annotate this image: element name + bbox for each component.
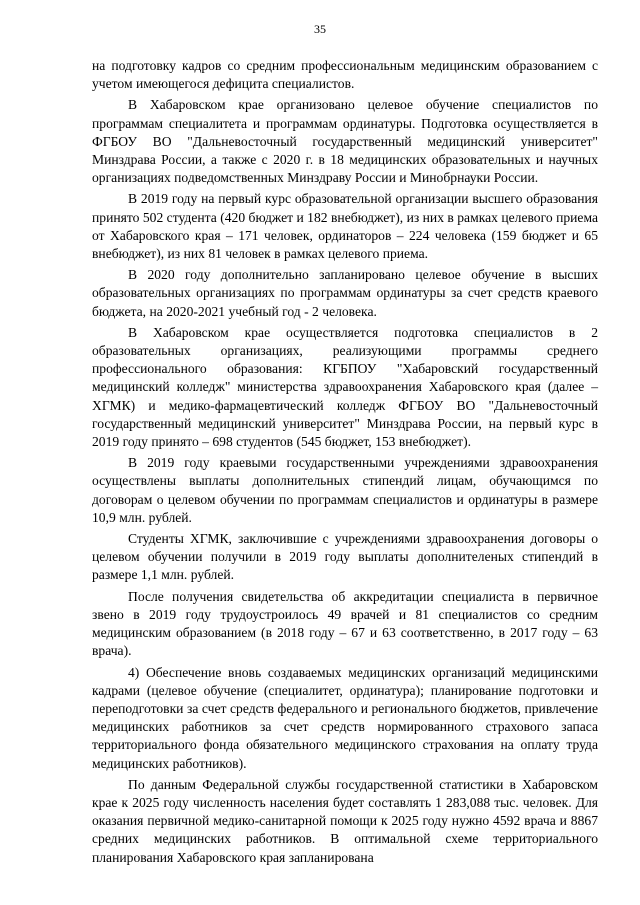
- paragraph: Студенты ХГМК, заключившие с учреждениями здравоохранения договоры о целевом обучении получили в 2019 году выплаты дополнителеных стипендий в размере 1,1 млн. рублей.: [92, 531, 598, 583]
- paragraph: В Хабаровском крае организовано целевое обучение специалистов по программам специалитета и программам ординатуры. Подготовка осуществляется в ФГБОУ ВО "Дальневосточный государственный медицинский университет" Минздрава России, а также с 2020 г. в 18 медицинских образовательных и научных организациях подведомственных Минздраву России и Минобрнауки России.: [92, 97, 598, 186]
- page-number: 35: [314, 22, 326, 36]
- body-text: [92, 57, 598, 870]
- paragraph: В 2019 году краевыми государственными учреждениями здравоохранения осуществлены выплаты дополнительных стипендий лицам, обучающимся по договорам о целевом обучении по программам специалистов и ординатуры в размере 10,9 млн. рублей.: [92, 455, 598, 525]
- paragraph: В 2020 году дополнительно запланировано целевое обучение в высших образовательных организациях по программам ординатуры за счет средств краевого бюджета, на 2020-2021 учебный год - 2 человека.: [92, 267, 598, 319]
- paragraph: 4) Обеспечение вновь создаваемых медицинских организаций медицинскими кадрами (целевое обучение (специалитет, ординатура); планирование подготовки и переподготовки за счет средств федерального и регионального бюджетов, привлечение медицинских работников за счет средств нормированного страхового запаса территориального фонда обязательного медицинского страхования на оплату труда медицинских работников).: [92, 664, 598, 771]
- paragraph: на подготовку кадров со средним профессиональным медицинским образованием с учетом имеющегося дефицита специалистов.: [92, 58, 598, 92]
- paragraph: В 2019 году на первый курс образовательной организации высшего образования принято 502 студента (420 бюджет и 182 внебюджет), из них в рамках целевого приема от Хабаровского края – 171 человек, ординаторов – 224 человека (159 бюджет и 65 внебюджет), из них 81 человек в рамках целевого приема.: [92, 191, 598, 262]
- paragraph: После получения свидетельства об аккредитации специалиста в первичное звено в 2019 году трудоустроилось 49 врачей и 81 специалистов со средним медицинским образованием (в 2018 году – 67 и 63 соответственно, в 2017 году – 63 врача).: [92, 588, 598, 659]
- paragraph: В Хабаровском крае осуществляется подготовка специалистов в 2 образовательных организациях, реализующими программы среднего профессионального образования: КГБПОУ "Хабаровский государственный медицинский колледж" министерства здравоохранения Хабаровского края (далее – ХГМК) и медико-фармацевтический колледж ФГБОУ ВО "Дальневосточный государственный медицинский университет" Минздрава России, на первый курс в 2019 году принято – 698 студентов (545 бюджет, 153 внебюджет).: [92, 324, 598, 450]
- paragraph: По данным Федеральной службы государственной статистики в Хабаровском крае к 2025 году численность населения будет составлять 1 283,088 тыс. человек. Для оказания первичной медико-санитарной помощи к 2025 году нужно 4592 врача и 8867 средних медицинских работников. В оптимальной схеме территориального планирования Хабаровского края запланирована: [92, 776, 598, 865]
